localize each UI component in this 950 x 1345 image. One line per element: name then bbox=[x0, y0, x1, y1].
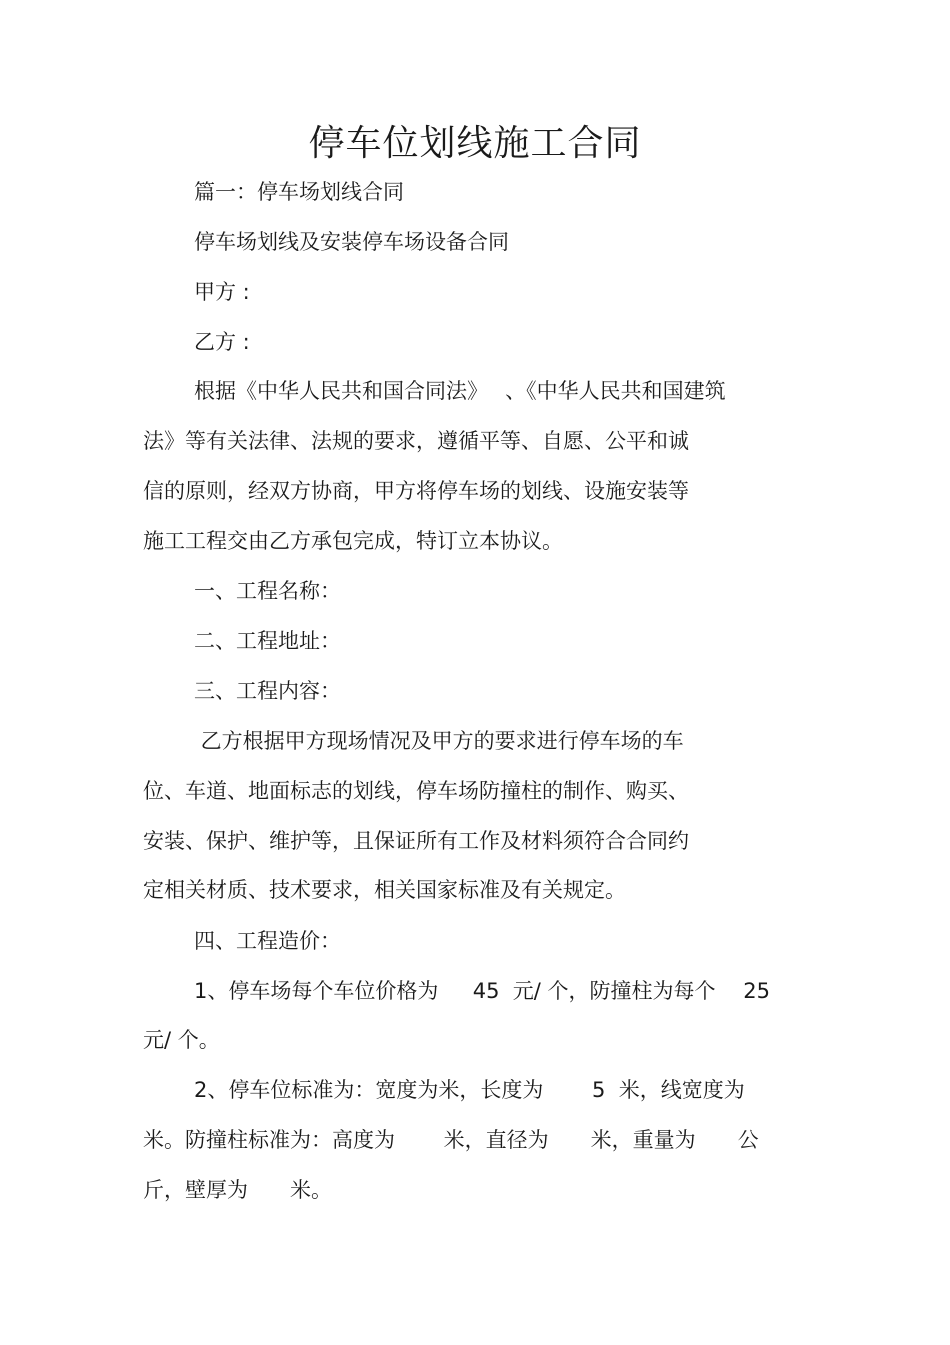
paragraph-line: 四、工程造价： bbox=[194, 929, 341, 953]
paragraph-line: 定相关材质、技术要求，相关国家标准及有关规定。 bbox=[143, 878, 626, 902]
paragraph-line: 信的原则，经双方协商，甲方将停车场的划线、设施安装等 bbox=[143, 479, 689, 503]
document-title: 停车位划线施工合同 bbox=[308, 123, 642, 164]
paragraph-line: 一、工程名称： bbox=[194, 579, 341, 603]
paragraph-line: 位、车道、地面标志的划线，停车场防撞柱的制作、购买、 bbox=[143, 779, 689, 803]
paragraph-line: 根据《中华人民共和国合同法》 、《中华人民共和国建筑 bbox=[194, 379, 726, 403]
paragraph-line: 乙方根据甲方现场情况及甲方的要求进行停车场的车 bbox=[194, 729, 684, 753]
paragraph-line: 三、工程内容： bbox=[194, 679, 341, 703]
paragraph-line: 米。防撞柱标准为：高度为 米，直径为 米，重量为 公 bbox=[143, 1128, 759, 1152]
paragraph-line: 乙方 : bbox=[194, 330, 250, 354]
paragraph-line: 元/ 个。 bbox=[143, 1028, 220, 1052]
paragraph-line: 斤，壁厚为 米。 bbox=[143, 1178, 332, 1202]
paragraph-line: 法》等有关法律、法规的要求，遵循平等、自愿、公平和诚 bbox=[143, 429, 689, 453]
paragraph-line: 二、工程地址： bbox=[194, 629, 341, 653]
paragraph-line: 1、停车场每个车位价格为 45 元/ 个，防撞柱为每个 25 bbox=[194, 979, 770, 1003]
paragraph-line: 安装、保护、维护等，且保证所有工作及材料须符合合同约 bbox=[143, 829, 689, 853]
paragraph-line: 篇一：停车场划线合同 bbox=[194, 180, 404, 204]
paragraph-line: 甲方 : bbox=[194, 280, 250, 304]
paragraph-line: 施工工程交由乙方承包完成，特订立本协议。 bbox=[143, 529, 563, 553]
paragraph-line: 停车场划线及安装停车场设备合同 bbox=[194, 230, 509, 254]
paragraph-line: 2、停车位标准为：宽度为米，长度为 5 米，线宽度为 bbox=[194, 1078, 745, 1102]
